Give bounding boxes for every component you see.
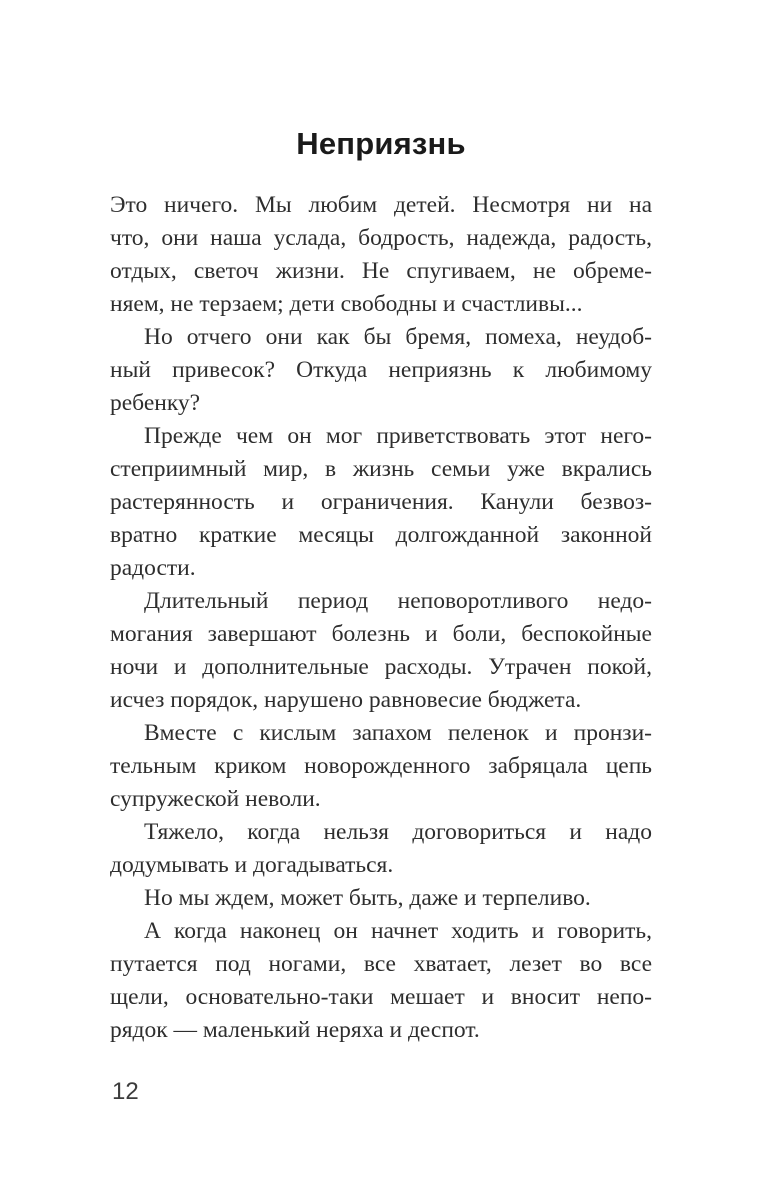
text-line: Длительный период неповоротливого недо-	[144, 588, 652, 614]
text-line: путается под ногами, все хватает, лезет во все	[110, 951, 652, 977]
text-line: ребенку?	[110, 390, 201, 416]
text-line: ный привесок? Откуда неприязнь к любимому	[110, 357, 652, 383]
text-line: Тяжело, когда нельзя договориться и надо	[144, 819, 652, 845]
text-line: вратно краткие месяцы долгожданной законной	[110, 522, 652, 548]
text-line: Но мы ждем, может быть, даже и терпеливо.	[144, 885, 591, 911]
text-line: растерянность и ограничения. Канули безвоз-	[110, 489, 652, 515]
text-line: Но отчего они как бы бремя, помеха, неудоб-	[144, 324, 652, 350]
text-line: рядок — маленький неряха и деспот.	[110, 1017, 480, 1043]
text-line: что, они наша услада, бодрость, надежда, радость,	[110, 225, 652, 251]
text-line: Это ничего. Мы любим детей. Несмотря ни на	[110, 192, 652, 218]
text-line: А когда наконец он начнет ходить и говорить,	[144, 918, 652, 944]
text-line: степриимный мир, в жизнь семьи уже вкрались	[110, 456, 652, 482]
paragraph	[110, 585, 652, 717]
text-line: могания завершают болезнь и боли, беспокойные	[110, 621, 652, 647]
text-line: Вместе с кислым запахом пеленок и пронзи-	[144, 720, 652, 746]
text-line: исчез порядок, нарушено равновесие бюджета.	[110, 687, 582, 713]
text-block	[110, 189, 652, 1047]
text-line: няем, не терзаем; дети свободны и счастливы...	[110, 291, 583, 317]
text-line: радости.	[110, 555, 196, 581]
text-line: додумывать и догадываться.	[110, 852, 394, 878]
paragraph	[110, 816, 652, 882]
text-line: ночи и дополнительные расходы. Утрачен покой,	[110, 654, 652, 680]
text-line: тельным криком новорожденного забряцала цепь	[110, 753, 652, 779]
page-number: 12	[112, 1078, 139, 1105]
text-line: Прежде чем он мог приветствовать этот него-	[144, 423, 652, 449]
paragraph	[110, 420, 652, 585]
paragraph	[110, 189, 652, 321]
text-line: щели, основательно-таки мешает и вносит непо-	[110, 984, 652, 1010]
text-line: отдых, светоч жизни. Не спугиваем, не обреме-	[110, 258, 652, 284]
paragraph	[110, 915, 652, 1047]
paragraph	[110, 882, 652, 915]
paragraph	[110, 321, 652, 420]
chapter-title: Неприязнь	[296, 126, 466, 161]
paragraph	[110, 717, 652, 816]
text-line: супружеской неволи.	[110, 786, 321, 812]
